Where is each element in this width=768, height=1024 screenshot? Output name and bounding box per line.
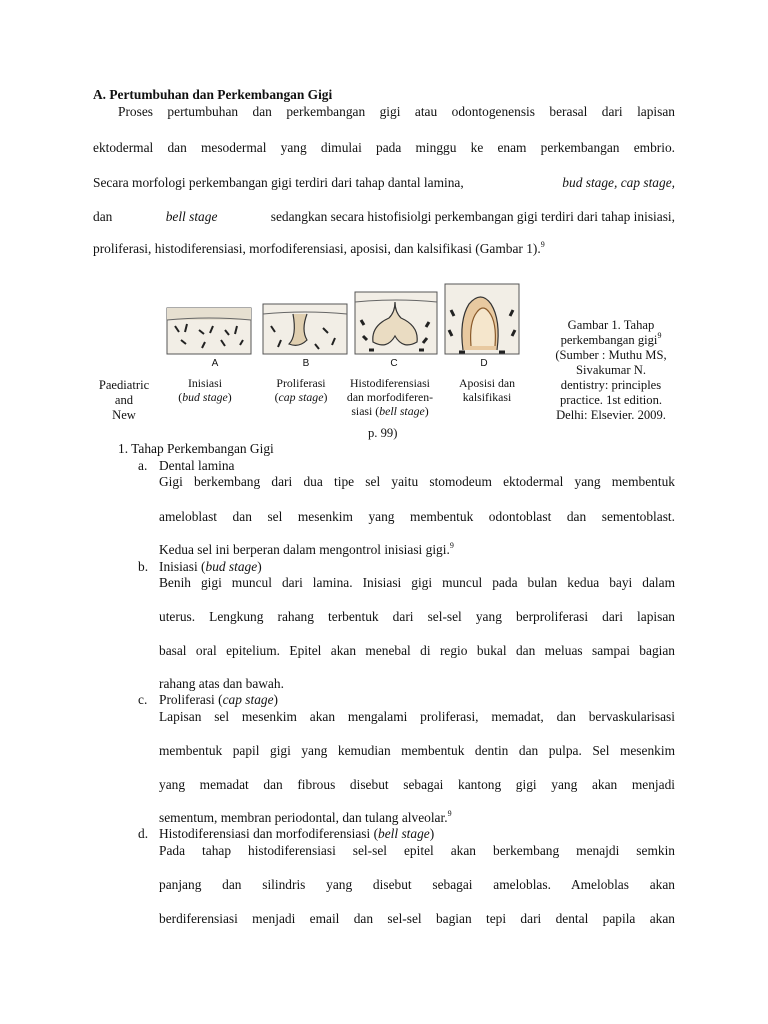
stage-label-apposition [442,376,532,404]
panel-c-illustration [355,292,437,354]
panel-letter-a: A [211,358,219,369]
stage3-italic: bell stage [379,404,425,418]
panel-a-illustration [167,308,251,354]
stage2-open: ( [274,390,279,404]
intro-line-5-text: proliferasi, histodiferensiasi, morfodiferensiasi, aposisi, dan kalsifikasi (Gambar 1). [93,241,541,256]
item-a-footnote-ref: 9 [449,541,454,550]
item-c-line-2: membentuk papil gigi yang kemudian membentuk dentin dan pulpa. Sel mesenkim [159,743,675,758]
item-c-line-3: yang memadat dan fibrous disebut sebagai kantong gigi yang akan menjadi [159,777,675,792]
stage-label-histodiff [340,376,440,418]
intro-line-3-text: Secara morfologi perkembangan gigi terdiri dari tahap dantal lamina, [93,175,464,190]
section-1-title: 1. Tahap Perkembangan Gigi [118,441,274,456]
panel-d-illustration [445,284,519,354]
item-d-title-c: ) [429,826,435,841]
panel-letter-b: B [302,358,310,369]
caption-tail: p. 99) [368,426,398,440]
item-a-title: Dental lamina [159,458,235,473]
intro-line-2: ektodermal dan mesodermal yang dimulai pada minggu ke enam perkembangan embrio. [93,140,675,155]
caption-left-fragment [88,378,160,423]
caption-line-7: Delhi: Elsevier. 2009. [556,408,666,422]
item-c-line-4-text: sementum, membran periodontal, dan tulang alveolar. [159,810,448,825]
item-a-marker: a. [138,458,148,473]
item-b-title [159,559,262,575]
item-d-line-3: berdiferensiasi menjadi email dan sel-sel bagian tepi dari dental papila akan [159,911,675,926]
stage2-italic: cap stage [278,390,324,404]
intro-line-4-text: sedangkan secara histofisiolgi perkembangan gigi terdiri dari tahap inisiasi, [270,209,675,224]
stage-label-apposition-l2: kalsifikasi [462,390,512,404]
item-c-title-italic: cap stage [222,692,274,707]
item-a-line-3-text: Kedua sel ini berperan dalam mengontrol inisiasi gigi. [159,542,450,557]
item-d-title-a: Histodiferensiasi dan morfodiferensiasi ( [159,826,379,841]
item-a-line-2: ameloblast dan sel mesenkim yang membentuk odontoblast dan sementoblast. [159,509,675,524]
item-b-line-1: Benih gigi muncul dari lamina. Inisiasi gigi muncul pada bulan kedua bayi dalam [159,575,675,590]
panel-b-illustration [263,304,347,354]
caption-line-1: Gambar 1. Tahap [567,318,655,332]
item-c-title-a: Proliferasi ( [159,692,223,707]
intro-line-4-italic: bell stage [165,209,218,224]
intro-line-5 [93,241,545,257]
stage-label-proliferation [256,376,346,404]
caption-left-2: and [114,393,134,407]
stage-label-initiation-title: Inisiasi [187,376,223,390]
intro-line-4-and: dan [93,209,113,224]
item-b-line-2: uterus. Lengkung rahang terbentuk dari sel-sel yang berproliferasi dari lapisan [159,609,675,624]
item-b-title-italic: bud stage [205,559,258,574]
item-b-line-4: rahang atas dan bawah. [159,676,284,691]
caption-line-5: dentistry: principles [560,378,662,392]
intro-line-3 [93,175,675,191]
section-heading: A. Pertumbuhan dan Perkembangan Gigi [93,87,333,102]
item-c-title-c: ) [273,692,279,707]
stage-label-proliferation-sub [256,390,346,404]
item-c-line-1: Lapisan sel mesenkim akan mengalami proliferasi, memadat, dan bervaskularisasi [159,709,675,724]
item-b-line-3: basal oral epitelium. Epitel akan menebal di regio bukal dan meluas sampai bagian [159,643,675,658]
item-c-footnote-ref: 9 [447,809,452,818]
item-d-title-italic: bell stage [378,826,430,841]
stage-label-histodiff-l1: Histodiferensiasi [350,376,430,390]
item-d-marker: d. [138,826,149,841]
item-b-title-a: Inisiasi ( [159,559,206,574]
caption-left-1: Paediatric [98,378,150,392]
intro-line-4 [93,209,675,225]
stage-label-histodiff-l3 [340,404,440,418]
item-d-line-2: panjang dan silindris yang disebut sebagai ameloblas. Ameloblas akan [159,877,675,892]
stage-label-histodiff-l2: dan morfodiferen- [346,390,434,404]
item-c-line-4 [159,810,452,826]
item-b-title-c: ) [257,559,262,574]
item-b-marker: b. [138,559,149,574]
caption-line-6: practice. 1st edition. [559,393,663,407]
intro-line-1: Proses pertumbuhan dan perkembangan gigi atau odontogenensis berasal dari lapisan [118,104,675,119]
stage-label-initiation-sub [160,390,250,404]
panel-letter-d: D [480,358,488,369]
panel-letter-c: C [390,358,398,369]
stage-label-apposition-l1: Aposisi dan [458,376,516,390]
item-d-title [159,826,434,842]
caption-left-3: New [112,408,136,422]
stage3-open: siasi ( [351,404,380,418]
item-a-line-1: Gigi berkembang dari dua tipe sel yaitu stomodeum ektodermal yang membentuk [159,474,675,489]
figure-caption [538,318,684,423]
item-a-line-3 [159,542,454,558]
stage1-open: ( [178,390,183,404]
caption-footnote-ref: 9 [657,331,662,340]
stage2-close: ) [323,390,328,404]
item-c-title [159,692,278,708]
caption-line-2 [538,333,684,348]
stage3-close: ) [424,404,429,418]
item-c-marker: c. [138,692,148,707]
stage-label-initiation [160,376,250,404]
intro-line-3-italic: bud stage, cap stage, [562,175,675,190]
caption-line-3: (Sumber : Muthu MS, [555,348,667,362]
item-d-line-1: Pada tahap histodiferensiasi sel-sel epitel akan berkembang menajdi semkin [159,843,675,858]
caption-line-2-text: perkembangan gigi [560,333,658,347]
stage1-italic: bud stage [182,390,228,404]
stage1-close: ) [227,390,232,404]
caption-line-4: Sivakumar N. [576,363,646,377]
intro-footnote-ref: 9 [540,240,545,249]
stage-label-proliferation-title: Proliferasi [276,376,326,390]
